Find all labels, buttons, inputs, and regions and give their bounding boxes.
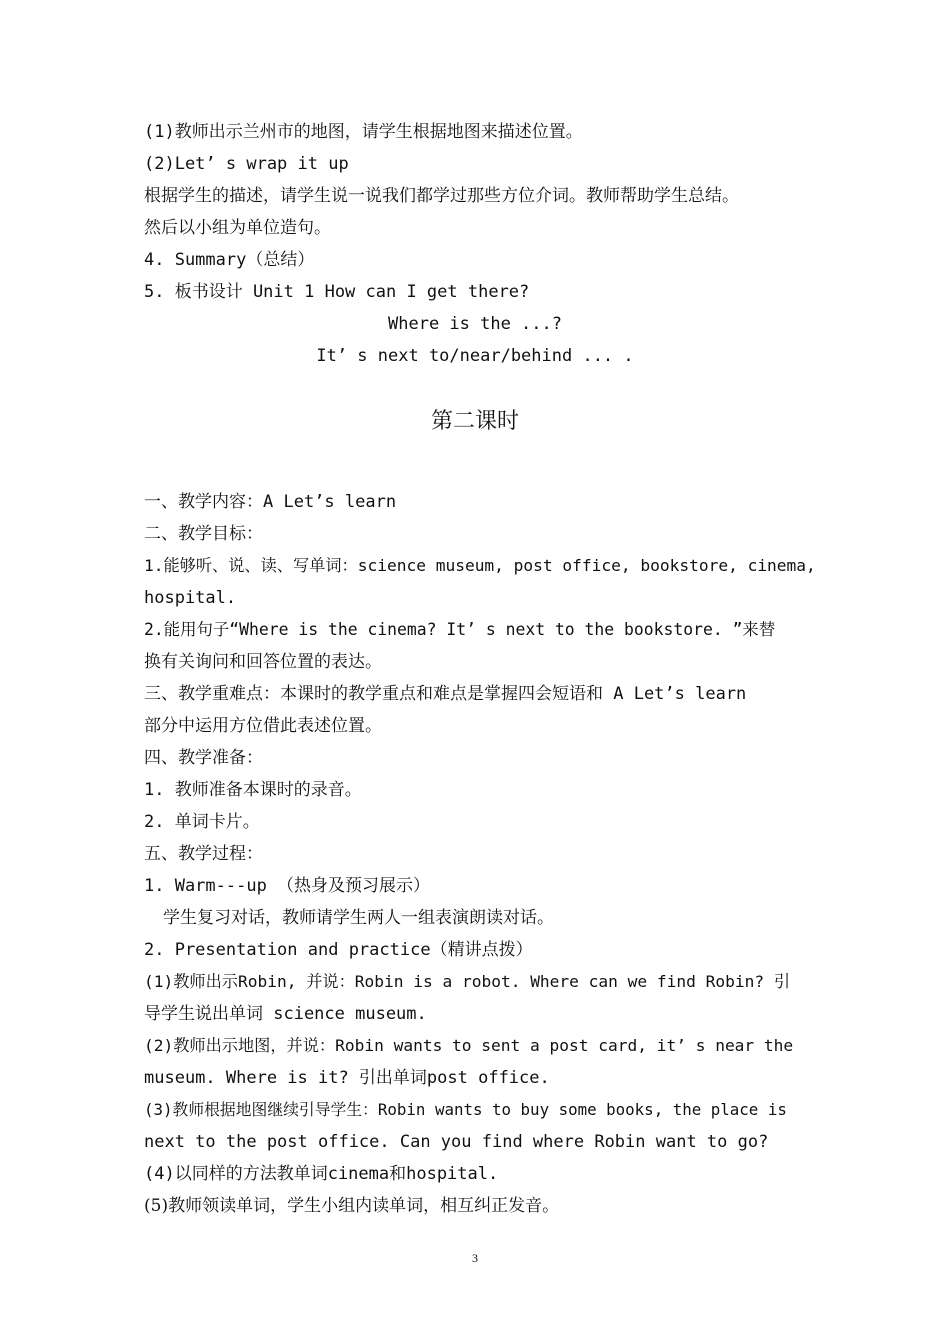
text-line: 导学生说出单词 science museum.	[144, 1004, 427, 1024]
text-line: 一、教学内容：A Let’s learn	[144, 492, 397, 512]
text-line: 换有关询问和回答位置的表达。	[144, 652, 382, 672]
text-line: 4. Summary（总结）	[144, 250, 315, 270]
text-line: 五、教学过程：	[144, 844, 263, 864]
text-line: 2. 单词卡片。	[144, 812, 260, 832]
text-line: hospital.	[144, 588, 237, 608]
text-line: 1.能够听、说、读、写单词：science museum, post office, bookstore, cinema,	[144, 556, 816, 575]
text-line: (1)教师出示兰州市的地图，请学生根据地图来描述位置。	[144, 122, 583, 142]
text-line: 四、教学准备：	[144, 748, 263, 768]
text-line: (4)以同样的方法教单词cinema和hospital.	[144, 1164, 499, 1184]
text-line: 然后以小组为单位造句。	[144, 218, 331, 238]
text-line: 学生复习对话，教师请学生两人一组表演朗读对话。	[163, 908, 554, 928]
text-line: (2)教师出示地图，并说：Robin wants to sent a post card, it’ s near the	[144, 1036, 794, 1055]
text-line: 二、教学目标：	[144, 524, 263, 544]
text-line: 1. 教师准备本课时的录音。	[144, 780, 362, 800]
text-line: (1)教师出示Robin, 并说：Robin is a robot. Where can we find Robin? 引	[144, 972, 791, 991]
text-line: 部分中运用方位借此表述位置。	[144, 716, 382, 736]
text-line: 5. 板书设计 Unit 1 How can I get there?	[144, 282, 530, 302]
text-line: 2. Presentation and practice（精讲点拨）	[144, 940, 533, 960]
board-line: Where is the ...?	[388, 314, 562, 334]
text-line: 三、教学重难点：本课时的教学重点和难点是掌握四会短语和 A Let’s learn	[144, 684, 747, 704]
text-line: 1. Warm---up （热身及预习展示）	[144, 876, 431, 896]
text-line: 2.能用句子“Where is the cinema? It’ s next to the bookstore. ”来替	[144, 620, 776, 639]
text-line: museum. Where is it? 引出单词post office.	[144, 1068, 550, 1088]
text-line: (2)Let’ s wrap it up	[144, 154, 349, 174]
page-number: 3	[472, 1251, 478, 1265]
text-line: (3)教师根据地图继续引导学生：Robin wants to buy some books, the place is	[144, 1100, 787, 1119]
text-line: next to the post office. Can you find where Robin want to go?	[144, 1132, 769, 1152]
board-line: It’ s next to/near/behind ... .	[316, 346, 634, 366]
text-line: 根据学生的描述，请学生说一说我们都学过那些方位介词。教师帮助学生总结。	[144, 186, 739, 206]
text-line: (5)教师领读单词，学生小组内读单词，相互纠正发音。	[144, 1196, 560, 1216]
section-title: 第二课时	[430, 409, 519, 434]
